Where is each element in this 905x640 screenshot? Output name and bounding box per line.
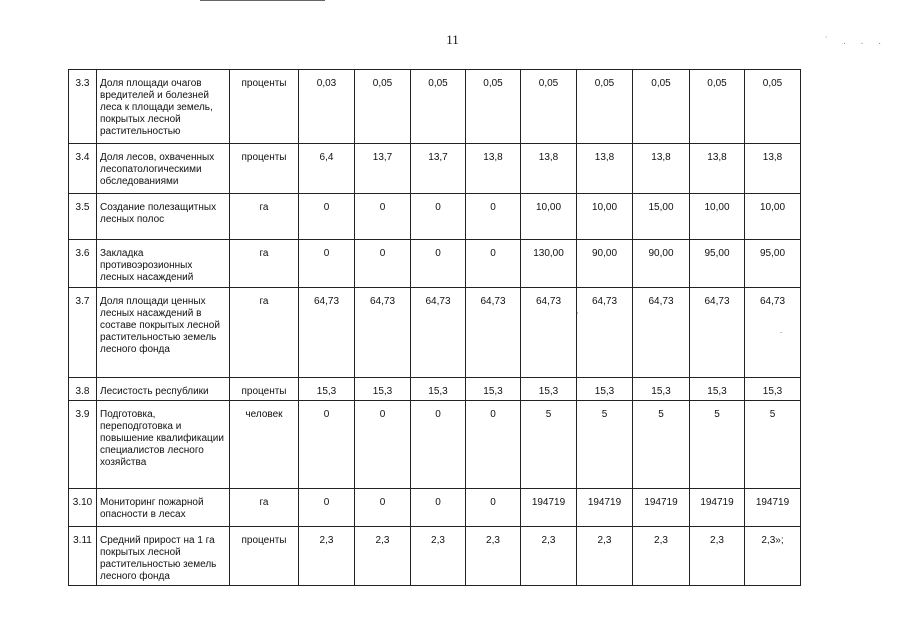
scan-speck: . xyxy=(780,326,783,335)
unit-cell: га xyxy=(230,288,299,378)
value-cell: 64,73 xyxy=(690,288,745,378)
unit-cell: проценты xyxy=(230,378,299,401)
table-row xyxy=(69,240,801,288)
value-cell: 13,8 xyxy=(521,144,577,194)
value-cell: 13,7 xyxy=(411,144,466,194)
indicator-name: Доля лесов, охваченных лесопатологическими обследованиями xyxy=(97,144,230,194)
value-cell: 5 xyxy=(633,401,690,489)
value-cell: 10,00 xyxy=(521,194,577,240)
value-cell: 13,8 xyxy=(690,144,745,194)
value-cell: 0,05 xyxy=(745,70,801,144)
table-row xyxy=(69,144,801,194)
value-cell: 64,73 xyxy=(577,288,633,378)
indicators-table xyxy=(68,69,801,586)
value-cell: 64,73 xyxy=(299,288,355,378)
value-cell: 0,05 xyxy=(577,70,633,144)
value-cell: 5 xyxy=(521,401,577,489)
indicator-name: Лесистость республики xyxy=(97,378,230,401)
indicator-name: Создание полезащитных лесных полос xyxy=(97,194,230,240)
unit-cell: проценты xyxy=(230,144,299,194)
value-cell: 15,3 xyxy=(299,378,355,401)
value-cell: 10,00 xyxy=(745,194,801,240)
value-cell: 0 xyxy=(466,194,521,240)
row-number: 3.6 xyxy=(69,240,97,288)
value-cell: 15,3 xyxy=(521,378,577,401)
table-row xyxy=(69,489,801,527)
value-cell: 130,00 xyxy=(521,240,577,288)
table-row xyxy=(69,401,801,489)
value-cell: 64,73 xyxy=(355,288,411,378)
value-cell: 15,00 xyxy=(633,194,690,240)
value-cell: 0 xyxy=(411,194,466,240)
row-number: 3.9 xyxy=(69,401,97,489)
value-cell: 0,05 xyxy=(690,70,745,144)
value-cell: 0 xyxy=(411,401,466,489)
value-cell: 0 xyxy=(299,194,355,240)
value-cell: 10,00 xyxy=(577,194,633,240)
unit-cell: га xyxy=(230,194,299,240)
value-cell: 5 xyxy=(690,401,745,489)
value-cell: 64,73 xyxy=(411,288,466,378)
row-number: 3.11 xyxy=(69,527,97,586)
table-row xyxy=(69,378,801,401)
top-edge-mark xyxy=(200,0,325,4)
value-cell: 0,05 xyxy=(633,70,690,144)
value-cell: 0 xyxy=(355,194,411,240)
row-number: 3.7 xyxy=(69,288,97,378)
value-cell: 0,05 xyxy=(355,70,411,144)
value-cell: 2,3 xyxy=(466,527,521,586)
value-cell: 2,3 xyxy=(411,527,466,586)
corner-marks: ˙ . . . xyxy=(825,36,887,47)
indicator-name: Доля площади ценных лесных насаждений в составе покрытых лесной растительностью земель лесного фонда xyxy=(97,288,230,378)
table-row xyxy=(69,288,801,378)
value-cell: 2,3 xyxy=(577,527,633,586)
table-row xyxy=(69,194,801,240)
value-cell: 0,03 xyxy=(299,70,355,144)
unit-cell: га xyxy=(230,489,299,527)
unit-cell: проценты xyxy=(230,70,299,144)
value-cell: 2,3»; xyxy=(745,527,801,586)
value-cell: 194719 xyxy=(745,489,801,527)
page-number: 11 xyxy=(446,32,459,47)
value-cell: 64,73 xyxy=(466,288,521,378)
value-cell: 13,7 xyxy=(355,144,411,194)
value-cell: 0 xyxy=(299,240,355,288)
unit-cell: га xyxy=(230,240,299,288)
value-cell: 15,3 xyxy=(577,378,633,401)
value-cell: 95,00 xyxy=(690,240,745,288)
value-cell: 0 xyxy=(355,401,411,489)
value-cell: 194719 xyxy=(577,489,633,527)
value-cell: 90,00 xyxy=(577,240,633,288)
table-row xyxy=(69,527,801,586)
value-cell: 194719 xyxy=(521,489,577,527)
value-cell: 90,00 xyxy=(633,240,690,288)
value-cell: 64,73 xyxy=(745,288,801,378)
value-cell: 0 xyxy=(466,489,521,527)
value-cell: 10,00 xyxy=(690,194,745,240)
value-cell: 0 xyxy=(466,401,521,489)
scan-speck: , xyxy=(576,306,579,315)
value-cell: 15,3 xyxy=(355,378,411,401)
value-cell: 194719 xyxy=(690,489,745,527)
value-cell: 13,8 xyxy=(577,144,633,194)
value-cell: 13,8 xyxy=(745,144,801,194)
row-number: 3.4 xyxy=(69,144,97,194)
value-cell: 15,3 xyxy=(745,378,801,401)
row-number: 3.10 xyxy=(69,489,97,527)
row-number: 3.3 xyxy=(69,70,97,144)
value-cell: 15,3 xyxy=(466,378,521,401)
value-cell: 64,73 xyxy=(633,288,690,378)
value-cell: 2,3 xyxy=(690,527,745,586)
table-row xyxy=(69,70,801,144)
value-cell: 5 xyxy=(745,401,801,489)
indicator-name: Закладка противоэрозионных лесных насаждений xyxy=(97,240,230,288)
value-cell: 95,00 xyxy=(745,240,801,288)
value-cell: 0 xyxy=(466,240,521,288)
row-number: 3.8 xyxy=(69,378,97,401)
value-cell: 15,3 xyxy=(633,378,690,401)
row-number: 3.5 xyxy=(69,194,97,240)
value-cell: 0 xyxy=(355,240,411,288)
value-cell: 64,73 xyxy=(521,288,577,378)
table-body xyxy=(69,70,801,586)
indicator-name: Мониторинг пожарной опасности в лесах xyxy=(97,489,230,527)
value-cell: 13,8 xyxy=(466,144,521,194)
value-cell: 2,3 xyxy=(299,527,355,586)
unit-cell: человек xyxy=(230,401,299,489)
value-cell: 5 xyxy=(577,401,633,489)
value-cell: 0 xyxy=(355,489,411,527)
indicator-name: Средний прирост на 1 га покрытых лесной растительностью земель лесного фонда xyxy=(97,527,230,586)
value-cell: 0,05 xyxy=(466,70,521,144)
value-cell: 13,8 xyxy=(633,144,690,194)
indicator-name: Подготовка, переподготовка и повышение квалификации специалистов лесного хозяйства xyxy=(97,401,230,489)
value-cell: 15,3 xyxy=(690,378,745,401)
value-cell: 0 xyxy=(299,489,355,527)
value-cell: 0 xyxy=(411,240,466,288)
value-cell: 15,3 xyxy=(411,378,466,401)
value-cell: 2,3 xyxy=(521,527,577,586)
value-cell: 0,05 xyxy=(411,70,466,144)
unit-cell: проценты xyxy=(230,527,299,586)
value-cell: 0 xyxy=(411,489,466,527)
value-cell: 194719 xyxy=(633,489,690,527)
value-cell: 2,3 xyxy=(355,527,411,586)
value-cell: 0,05 xyxy=(521,70,577,144)
value-cell: 6,4 xyxy=(299,144,355,194)
value-cell: 2,3 xyxy=(633,527,690,586)
value-cell: 0 xyxy=(299,401,355,489)
indicator-name: Доля площади очагов вредителей и болезней леса к площади земель, покрытых лесной растительностью xyxy=(97,70,230,144)
